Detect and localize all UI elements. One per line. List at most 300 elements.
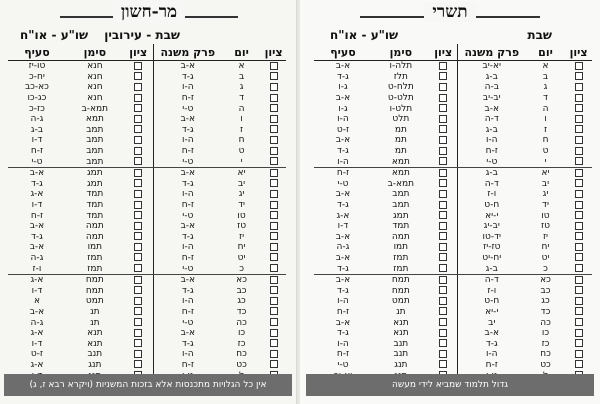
- checkbox-cell: [430, 242, 457, 253]
- checkbox-cell: [430, 349, 457, 360]
- check-box[interactable]: [270, 329, 278, 337]
- seif-cell: ג-ד: [314, 263, 372, 274]
- check-box[interactable]: [439, 136, 447, 144]
- check-box[interactable]: [270, 157, 278, 165]
- check-box[interactable]: [134, 104, 142, 112]
- check-box[interactable]: [439, 360, 447, 368]
- seif-cell: ג-ה: [30, 317, 44, 328]
- checkbox-cell: [261, 114, 286, 125]
- check-box[interactable]: [439, 264, 447, 272]
- check-box[interactable]: [575, 94, 583, 102]
- table-row: [314, 189, 592, 200]
- check-box[interactable]: [270, 211, 278, 219]
- checkbox-cell: [565, 285, 592, 296]
- table-row: [314, 285, 592, 296]
- check-box[interactable]: [270, 72, 278, 80]
- check-box[interactable]: [270, 307, 278, 315]
- checkbox-cell: [430, 328, 457, 339]
- check-box[interactable]: [439, 201, 447, 209]
- checkbox-cell: [261, 349, 286, 360]
- mishna-cell: ט-י: [153, 156, 222, 167]
- check-box[interactable]: [439, 339, 447, 347]
- table-row: [8, 328, 286, 339]
- table-row: [314, 125, 592, 136]
- seif-cell: ג-ו: [338, 103, 348, 114]
- check-box[interactable]: [439, 318, 447, 326]
- checkbox-cell: [430, 82, 457, 93]
- check-box[interactable]: [439, 276, 447, 284]
- mishna-cell: ב-ג: [457, 72, 526, 83]
- check-box[interactable]: [575, 339, 583, 347]
- check-box[interactable]: [134, 157, 142, 165]
- check-box[interactable]: [575, 190, 583, 198]
- table-row: [314, 360, 592, 371]
- siman-cell: חנא: [87, 93, 103, 104]
- seif-cell: ז-ח: [336, 349, 350, 360]
- table-row: [314, 232, 592, 243]
- mishna-cell: ג-ד: [153, 125, 222, 136]
- checkbox-cell: [261, 274, 286, 285]
- check-box[interactable]: [575, 329, 583, 337]
- day-cell: ה: [238, 103, 245, 114]
- check-box[interactable]: [439, 297, 447, 305]
- check-box[interactable]: [270, 222, 278, 230]
- check-box[interactable]: [575, 276, 583, 284]
- siman-cell: תמה: [85, 231, 104, 242]
- mishna-cell: א-ב: [153, 167, 222, 178]
- check-box[interactable]: [134, 190, 142, 198]
- seif-cell: ז-ח: [336, 306, 350, 317]
- mishna-cell: א-ב: [153, 328, 222, 339]
- mishna-cell: ג-ד: [457, 338, 526, 349]
- table-row: [8, 200, 286, 211]
- check-box[interactable]: [270, 276, 278, 284]
- col-check2: ציון: [430, 44, 457, 61]
- siman-cell: תמז: [66, 263, 124, 274]
- check-box[interactable]: [270, 136, 278, 144]
- check-box[interactable]: [270, 169, 278, 177]
- check-box[interactable]: [134, 253, 142, 261]
- checkbox-cell: [261, 360, 286, 371]
- check-box[interactable]: [575, 307, 583, 315]
- checkbox-cell: [124, 189, 153, 200]
- siman-cell: תמז: [393, 252, 409, 263]
- check-box[interactable]: [575, 253, 583, 261]
- table-row: [8, 221, 286, 232]
- check-box[interactable]: [439, 104, 447, 112]
- mishna-cell: ז-ח: [153, 200, 222, 211]
- check-box[interactable]: [270, 115, 278, 123]
- seif-cell: ג-ד: [337, 285, 349, 296]
- left-heading-shulchan-aruch: שו"ע - או"ח: [20, 28, 89, 42]
- check-box[interactable]: [439, 147, 447, 155]
- check-box[interactable]: [439, 157, 447, 165]
- checkbox-cell: [565, 242, 592, 253]
- check-box[interactable]: [439, 307, 447, 315]
- siman-cell: תנג: [394, 359, 408, 370]
- checkbox-cell: [430, 221, 457, 232]
- seif-cell: א-ג: [30, 275, 44, 286]
- table-row: [8, 285, 286, 296]
- checkbox-cell: [261, 328, 286, 339]
- check-box[interactable]: [575, 264, 583, 272]
- seif-cell: ד-ו: [31, 200, 43, 211]
- check-box[interactable]: [134, 115, 142, 123]
- check-box[interactable]: [575, 179, 583, 187]
- checkbox-cell: [261, 179, 286, 190]
- check-box[interactable]: [134, 243, 142, 251]
- seif-cell: א-ב: [335, 252, 351, 263]
- check-box[interactable]: [439, 179, 447, 187]
- check-box[interactable]: [575, 72, 583, 80]
- seif-cell: א-ג: [336, 210, 350, 221]
- siman-cell: תנ: [90, 306, 100, 317]
- table-row: [8, 72, 286, 83]
- check-box[interactable]: [575, 83, 583, 91]
- checkbox-cell: [124, 349, 153, 360]
- check-box[interactable]: [134, 286, 142, 294]
- mishna-cell: ח-ט: [457, 296, 526, 307]
- checkbox-cell: [261, 253, 286, 264]
- mishna-cell: יב: [457, 317, 526, 328]
- check-box[interactable]: [134, 179, 142, 187]
- seif-cell: טו-יז: [28, 61, 46, 72]
- day-cell: ז: [543, 124, 548, 135]
- check-box[interactable]: [270, 264, 278, 272]
- col-siman: סימן: [372, 44, 430, 61]
- day-cell: יט: [237, 252, 246, 263]
- siman-cell: חנא: [87, 71, 103, 82]
- check-box[interactable]: [270, 253, 278, 261]
- mishna-cell: ה-ו: [153, 189, 222, 200]
- day-cell: כא: [236, 275, 247, 286]
- checkbox-cell: [565, 274, 592, 285]
- siman-cell: תנב: [393, 338, 409, 349]
- check-box[interactable]: [575, 201, 583, 209]
- check-box[interactable]: [575, 297, 583, 305]
- check-box[interactable]: [575, 243, 583, 251]
- mishna-cell: יח-יט: [457, 253, 526, 264]
- check-box[interactable]: [270, 125, 278, 133]
- seif-cell: ה-ו: [314, 156, 372, 167]
- right-heading-mishna: שבת: [527, 28, 552, 42]
- check-box[interactable]: [134, 169, 142, 177]
- check-box[interactable]: [270, 147, 278, 155]
- check-box[interactable]: [575, 136, 583, 144]
- checkbox-cell: [565, 210, 592, 221]
- check-box[interactable]: [134, 222, 142, 230]
- check-box[interactable]: [134, 136, 142, 144]
- check-box[interactable]: [134, 201, 142, 209]
- col-check1: ציון: [565, 44, 592, 61]
- checkbox-cell: [430, 93, 457, 104]
- table-row: [314, 253, 592, 264]
- table-row: [8, 93, 286, 104]
- siman-cell: תמב: [86, 124, 104, 135]
- check-box[interactable]: [134, 72, 142, 80]
- check-box[interactable]: [575, 222, 583, 230]
- checkbox-cell: [430, 103, 457, 114]
- checkbox-cell: [124, 328, 153, 339]
- checkbox-cell: [565, 189, 592, 200]
- table-row: [8, 135, 286, 146]
- check-box[interactable]: [270, 83, 278, 91]
- checkbox-cell: [261, 221, 286, 232]
- checkbox-cell: [124, 210, 153, 221]
- siman-cell: תמה: [85, 221, 104, 232]
- check-box[interactable]: [134, 339, 142, 347]
- day-cell: כו: [237, 328, 246, 339]
- check-box[interactable]: [270, 232, 278, 240]
- day-cell: ו: [544, 114, 547, 125]
- check-box[interactable]: [134, 94, 142, 102]
- check-box[interactable]: [270, 201, 278, 209]
- seif-cell: כג-כו: [27, 93, 47, 104]
- check-box[interactable]: [439, 232, 447, 240]
- siman-cell: תמו: [87, 242, 103, 253]
- seif-cell: ד-ו: [31, 338, 43, 349]
- checkbox-cell: [430, 307, 457, 318]
- mishna-cell: ב-ג: [457, 125, 526, 136]
- check-box[interactable]: [270, 243, 278, 251]
- check-box[interactable]: [134, 264, 142, 272]
- seif-cell: ז-ח: [30, 146, 44, 157]
- checkbox-cell: [430, 274, 457, 285]
- check-box[interactable]: [134, 329, 142, 337]
- check-box[interactable]: [270, 62, 278, 70]
- table-row: [8, 82, 286, 93]
- check-box[interactable]: [439, 169, 447, 177]
- check-box[interactable]: [134, 125, 142, 133]
- mishna-cell: טז-יז: [457, 242, 526, 253]
- seif-cell: א-ב: [335, 93, 351, 104]
- table-row: [8, 210, 286, 221]
- check-box[interactable]: [134, 297, 142, 305]
- siman-cell: תמט: [391, 296, 410, 307]
- check-box[interactable]: [575, 147, 583, 155]
- check-box[interactable]: [439, 190, 447, 198]
- mishna-cell: ה-ו: [457, 135, 526, 146]
- checkbox-cell: [261, 232, 286, 243]
- check-box[interactable]: [439, 253, 447, 261]
- seif-cell: א-ב: [29, 306, 45, 317]
- check-box[interactable]: [575, 115, 583, 123]
- checkbox-cell: [124, 167, 153, 178]
- col-seif: סעיף: [314, 44, 372, 61]
- siman-cell: תמב: [66, 156, 124, 167]
- mishna-cell: א-ב: [153, 274, 222, 285]
- seif-cell: ה-ו: [337, 114, 349, 125]
- check-box[interactable]: [439, 243, 447, 251]
- seif-cell: ג-ה: [30, 252, 44, 263]
- table-row: [8, 156, 286, 167]
- check-box[interactable]: [575, 286, 583, 294]
- check-box[interactable]: [134, 350, 142, 358]
- table-row: [314, 156, 592, 167]
- check-box[interactable]: [270, 104, 278, 112]
- check-box[interactable]: [575, 125, 583, 133]
- checkbox-cell: [430, 146, 457, 157]
- checkbox-cell: [430, 285, 457, 296]
- siman-cell: חנא: [87, 82, 103, 93]
- checkbox-cell: [565, 232, 592, 243]
- check-box[interactable]: [439, 62, 447, 70]
- day-cell: כט: [540, 359, 551, 370]
- checkbox-cell: [430, 61, 457, 72]
- checkbox-cell: [261, 135, 286, 146]
- day-cell: כו: [541, 328, 550, 339]
- siman-cell: תמד: [392, 221, 410, 232]
- mishna-cell: ו-ז: [457, 189, 526, 200]
- day-cell: כז: [541, 338, 550, 349]
- check-box[interactable]: [439, 286, 447, 294]
- table-row: [8, 146, 286, 157]
- table-row: [314, 179, 592, 190]
- check-box[interactable]: [575, 104, 583, 112]
- check-box[interactable]: [439, 211, 447, 219]
- check-box[interactable]: [134, 307, 142, 315]
- table-row: [314, 263, 592, 274]
- check-box[interactable]: [270, 318, 278, 326]
- checkbox-cell: [565, 307, 592, 318]
- checkbox-cell: [261, 317, 286, 328]
- left-footer-banner: אין כל הגלויות מתכנסות אלא בזכות המשניות (ויקרא רבא ז, ג): [4, 374, 292, 396]
- siman-cell: תמד: [86, 210, 104, 221]
- seif-cell: ד-ו: [31, 135, 43, 146]
- check-box[interactable]: [439, 350, 447, 358]
- checkbox-cell: [261, 200, 286, 211]
- check-box[interactable]: [134, 83, 142, 91]
- checkbox-cell: [430, 360, 457, 371]
- checkbox-cell: [565, 360, 592, 371]
- table-row: [314, 242, 592, 253]
- siman-cell: תמא-ב: [387, 178, 415, 189]
- checkbox-cell: [261, 82, 286, 93]
- siman-cell: תלט-ו: [389, 103, 413, 114]
- seif-cell: ג-ה: [30, 114, 44, 125]
- check-box[interactable]: [270, 94, 278, 102]
- checkbox-cell: [124, 263, 153, 274]
- check-box[interactable]: [439, 94, 447, 102]
- mishna-cell: ב-ה: [457, 82, 526, 93]
- checkbox-cell: [430, 189, 457, 200]
- table-row: [8, 167, 286, 178]
- checkbox-cell: [261, 167, 286, 178]
- check-box[interactable]: [270, 179, 278, 187]
- check-box[interactable]: [134, 211, 142, 219]
- siman-cell: תנ: [90, 317, 100, 328]
- siman-cell: תמ: [394, 135, 407, 146]
- seif-cell: א-ב: [335, 231, 351, 242]
- day-cell: ט: [542, 146, 549, 157]
- table-row: [8, 242, 286, 253]
- siman-cell: תמב: [392, 189, 410, 200]
- table-row: [314, 349, 592, 360]
- checkbox-cell: [565, 61, 592, 72]
- mishna-cell: י-יא: [457, 210, 526, 221]
- day-cell: כג: [541, 296, 550, 307]
- check-box[interactable]: [134, 318, 142, 326]
- table-row: [314, 200, 592, 211]
- checkbox-cell: [124, 338, 153, 349]
- check-box[interactable]: [134, 232, 142, 240]
- table-row: [314, 307, 592, 318]
- checkbox-cell: [124, 317, 153, 328]
- siman-cell: תלח-ט: [387, 82, 414, 93]
- mishna-cell: יד-טו: [457, 232, 526, 243]
- check-box[interactable]: [134, 147, 142, 155]
- check-box[interactable]: [439, 72, 447, 80]
- siman-cell: תלט: [392, 114, 410, 125]
- check-box[interactable]: [575, 157, 583, 165]
- table-row: [8, 103, 286, 114]
- table-row: [314, 167, 592, 178]
- mishna-cell: א-ב: [153, 221, 222, 232]
- check-box[interactable]: [134, 62, 142, 70]
- check-box[interactable]: [134, 360, 142, 368]
- seif-cell: א-ג: [30, 328, 44, 339]
- seif-cell: ד-ו: [31, 285, 43, 296]
- checkbox-cell: [124, 296, 153, 307]
- day-cell: יד: [542, 200, 549, 211]
- mishna-cell: א-ב: [457, 103, 526, 114]
- mishna-cell: ט-י: [153, 210, 222, 221]
- seif-cell: א-ב: [335, 317, 351, 328]
- mishna-cell: יב-יב: [457, 93, 526, 104]
- check-box[interactable]: [270, 339, 278, 347]
- checkbox-cell: [261, 307, 286, 318]
- left-schedule-table: [8, 44, 286, 381]
- seif-cell: ג-ד: [337, 200, 349, 211]
- check-box[interactable]: [575, 169, 583, 177]
- check-box[interactable]: [439, 329, 447, 337]
- check-box[interactable]: [575, 62, 583, 70]
- checkbox-cell: [430, 156, 457, 167]
- col-day: יום: [222, 44, 261, 61]
- table-row: [8, 338, 286, 349]
- check-box[interactable]: [575, 350, 583, 358]
- check-box[interactable]: [439, 125, 447, 133]
- checkbox-cell: [124, 360, 153, 371]
- check-box[interactable]: [270, 286, 278, 294]
- check-box[interactable]: [575, 232, 583, 240]
- check-box[interactable]: [270, 360, 278, 368]
- check-box[interactable]: [439, 83, 447, 91]
- check-box[interactable]: [575, 360, 583, 368]
- day-cell: יא: [237, 168, 246, 179]
- check-box[interactable]: [575, 211, 583, 219]
- table-row: [8, 274, 286, 285]
- check-box[interactable]: [439, 115, 447, 123]
- table-row: [314, 210, 592, 221]
- day-cell: טו: [541, 210, 550, 221]
- right-title-text: תשרי: [424, 2, 475, 22]
- seif-cell: ט-י: [337, 359, 349, 370]
- check-box[interactable]: [270, 350, 278, 358]
- checkbox-cell: [124, 253, 153, 264]
- check-box[interactable]: [134, 276, 142, 284]
- mishna-cell: ה-ו: [153, 349, 222, 360]
- check-box[interactable]: [270, 190, 278, 198]
- check-box[interactable]: [439, 222, 447, 230]
- checkbox-cell: [565, 103, 592, 114]
- check-box[interactable]: [270, 297, 278, 305]
- checkbox-cell: [261, 72, 286, 83]
- siman-cell: תלז: [393, 71, 408, 82]
- check-box[interactable]: [575, 318, 583, 326]
- mishna-cell: ז-ח: [153, 360, 222, 371]
- siman-cell: תמ: [394, 124, 407, 135]
